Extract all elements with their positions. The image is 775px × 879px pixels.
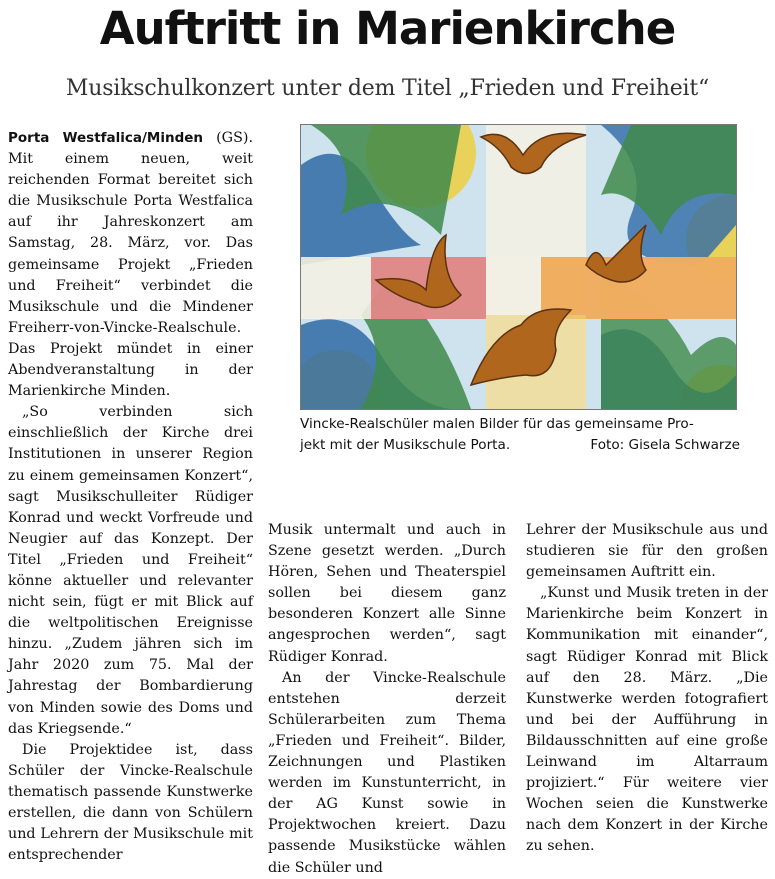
article-headline: Auftritt in Marienkirche: [99, 2, 676, 55]
paragraph: „Kunst und Musik treten in der Marienkirche beim Konzert in Kommunikation mit einander“, sagt Rüdiger Konrad mit Blick auf den 28. März. „Die Kunstwerke werden fotografiert und bei der Aufführung in Bildausschnitten auf eine große Leinwand im Altarraum projiziert.“ Für weitere vier Wochen seien die Kunstwerke nach dem Konzert in der Kirche zu sehen.: [526, 585, 768, 855]
article-photo: [300, 124, 737, 410]
text-column-1: [8, 128, 253, 866]
lead-paragraph: [8, 128, 253, 402]
text-column-2: [268, 520, 506, 879]
lead-text: Mit einem neuen, weit reichenden Format bereitet sich die Musikschule Porta Westfalica auf ihr Jahreskonzert am Samstag, 28. März, vor. Das gemeinsame Projekt „Frieden und Freiheit“ verbindet die Musikschule und die Mindener Freiherr-von-Vincke-Realschule. Das Projekt mündet in einer Abendveranstaltung in der Marienkirche Minden.: [8, 151, 253, 400]
source-tag: (GS).: [216, 130, 253, 146]
paragraph: Die Projektidee ist, dass Schüler der Vincke-Realschule thematisch passende Kunstwerke erstellen, die dann von Schülern und Lehrern der Musikschule mit entsprechender: [8, 741, 253, 864]
dateline: Porta Westfalica/Minden: [8, 130, 204, 146]
text-column-3: [526, 520, 768, 858]
caption-text: jekt mit der Musikschule Porta.: [300, 437, 511, 453]
photo-caption: [300, 414, 740, 456]
paragraph: An der Vincke-Realschule entstehen derzeit Schülerarbeiten zum Thema „Frieden und Freiheit“. Bilder, Zeichnungen und Plastiken werden im Kunstunterricht, in der AG Kunst sowie in Projektwochen kreiert. Dazu passende Musikstücke wählen die Schüler und: [268, 669, 506, 876]
article-subheadline: Musikschulkonzert unter dem Titel „Frieden und Freiheit“: [65, 76, 710, 101]
paragraph: Lehrer der Musikschule aus und studieren sie für den großen gemeinsamen Auftritt ein.: [526, 522, 768, 581]
photo-credit: Foto: Gisela Schwarze: [590, 437, 740, 453]
paragraph: Musik untermalt und auch in Szene gesetzt werden. „Durch Hören, Sehen und Theaterspiel sollen bei diesem ganz besonderen Konzert alle Sinne angesprochen werden“, sagt Rüdiger Konrad.: [268, 522, 506, 665]
caption-line-2: [300, 435, 740, 456]
caption-line-1: Vincke-Realschüler malen Bilder für das gemeinsame Pro-: [300, 416, 694, 432]
painting-image: [301, 125, 736, 409]
paragraph: „So verbinden sich einschließlich der Kirche drei Institutionen in unserer Region zu einem gemeinsamen Konzert“, sagt Musikschulleiter Rüdiger Konrad und weckt Vorfreude und Neugier auf das Konzept. Der Titel „Frieden und Freiheit“ könne aktueller und relevanter nicht sein, fügt er mit Blick auf die weltpolitischen Ereignisse hinzu. „Zudem jähren sich im Jahr 2020 zum 75. Mal der Jahrestag der Bombardierung von Minden sowie des Doms und das Kriegsende.“: [8, 404, 253, 737]
